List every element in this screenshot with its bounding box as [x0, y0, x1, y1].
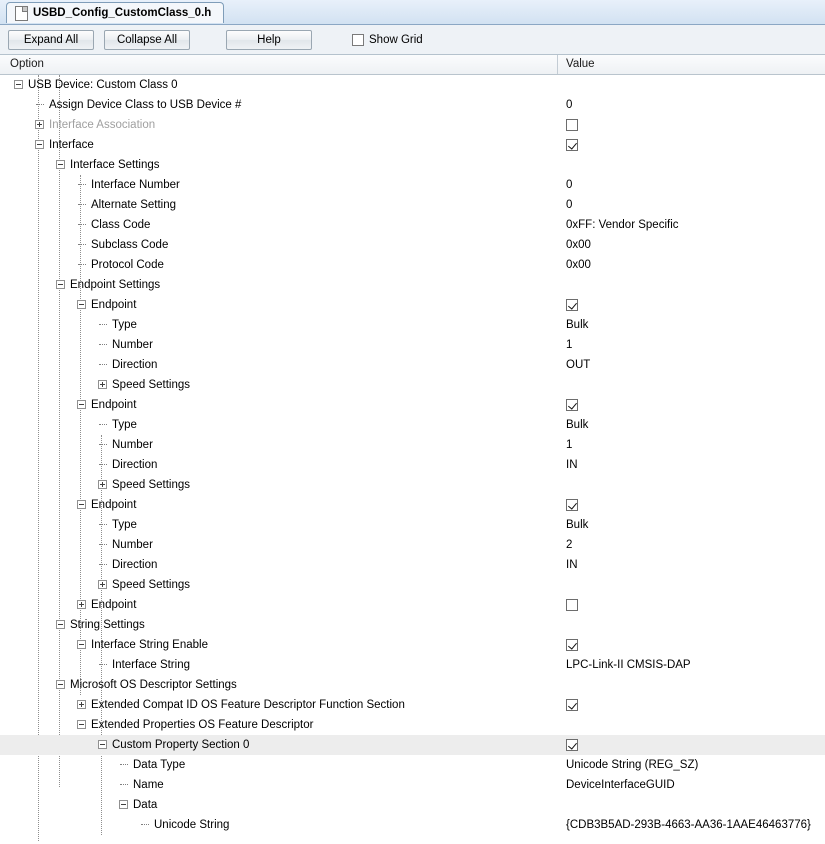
tree-row[interactable] [0, 675, 825, 695]
tree-row-label: Number [112, 539, 153, 551]
tab-label: USBD_Config_CustomClass_0.h [33, 7, 212, 19]
tree-row-value-cell[interactable] [558, 715, 825, 735]
tree-row-value: OUT [566, 359, 591, 371]
value-checkbox[interactable] [566, 119, 578, 131]
tree-connector-icon [99, 444, 107, 446]
tree-row-label-cell[interactable] [0, 335, 558, 355]
value-checkbox[interactable] [566, 639, 578, 651]
tree-row-label-cell[interactable] [0, 315, 558, 335]
tree-row-label: Direction [112, 559, 158, 571]
tree-row-value: Bulk [566, 419, 589, 431]
tree-row-label-cell[interactable] [0, 435, 558, 455]
tree-row-value-cell[interactable] [558, 95, 825, 115]
tree-row[interactable] [0, 335, 825, 355]
value-checkbox[interactable] [566, 699, 578, 711]
tree-row-label-cell[interactable] [0, 375, 558, 395]
tree-row-value-cell[interactable] [558, 335, 825, 355]
tree-row[interactable] [0, 255, 825, 275]
tree-row[interactable] [0, 215, 825, 235]
tree-row-value-cell[interactable] [558, 115, 825, 135]
tree-row-label-cell[interactable] [0, 695, 558, 715]
tree-row-label-cell[interactable] [0, 575, 558, 595]
column-header-value[interactable]: Value [566, 58, 595, 70]
tree-row-label-cell[interactable] [0, 115, 558, 135]
tree-connector-icon [78, 244, 86, 246]
tree-row-label: Data [133, 799, 158, 811]
tree-row-label-cell[interactable] [0, 195, 558, 215]
tree-connector-icon [78, 224, 86, 226]
tree-row-value-cell[interactable] [558, 735, 825, 755]
tree-row-label: Extended Properties OS Feature Descriptor [91, 719, 314, 731]
tree-row-value: IN [566, 459, 578, 471]
tree-row[interactable] [0, 615, 825, 635]
tree-row-label-cell[interactable] [0, 715, 558, 735]
tree-row-value-cell[interactable] [558, 655, 825, 675]
tree-connector-icon [78, 264, 86, 266]
tree-row[interactable] [0, 75, 825, 95]
tree-row[interactable] [0, 175, 825, 195]
tree-row[interactable] [0, 815, 825, 835]
tree-row-value-cell[interactable] [558, 595, 825, 615]
tree-row-label: Speed Settings [112, 479, 191, 491]
tree-connector-icon [78, 184, 86, 186]
options-tree [0, 75, 825, 844]
tree-row-label: Type [112, 419, 137, 431]
tree-connector-icon [78, 204, 86, 206]
collapse-icon[interactable] [35, 140, 44, 149]
collapse-icon[interactable] [56, 160, 65, 169]
tree-row[interactable] [0, 155, 825, 175]
tree-row-value-cell[interactable] [558, 295, 825, 315]
tree-row-label: Protocol Code [91, 259, 164, 271]
tree-row-value-cell[interactable] [558, 475, 825, 495]
tree-row-label: Assign Device Class to USB Device # [49, 99, 242, 111]
tree-row-label-cell[interactable] [0, 275, 558, 295]
tree-row-value: DeviceInterfaceGUID [566, 779, 675, 791]
tree-row[interactable] [0, 275, 825, 295]
tree-row-label-cell[interactable] [0, 75, 558, 95]
tree-row-value: LPC-Link-II CMSIS-DAP [566, 659, 691, 671]
tree-row-label-cell[interactable] [0, 755, 558, 775]
tree-row-label: Endpoint Settings [70, 279, 161, 291]
tree-row[interactable] [0, 455, 825, 475]
tab-usbd-config-customclass[interactable] [6, 2, 224, 23]
tree-row[interactable] [0, 715, 825, 735]
tree-row-value: IN [566, 559, 578, 571]
tree-row[interactable] [0, 495, 825, 515]
tree-connector-icon [36, 104, 44, 106]
tree-row-label: Class Code [91, 219, 151, 231]
tree-row[interactable] [0, 295, 825, 315]
tree-row-label: Direction [112, 359, 158, 371]
tree-row[interactable] [0, 435, 825, 455]
tree-row-value-cell[interactable] [558, 375, 825, 395]
tree-row[interactable] [0, 475, 825, 495]
help-button[interactable]: Help [226, 30, 312, 50]
tree-row-label: Interface Association [49, 119, 156, 131]
tree-row[interactable] [0, 795, 825, 815]
tree-row-value: {CDB3B5AD-293B-4663-AA36-1AAE46463776} [566, 819, 811, 831]
value-checkbox[interactable] [566, 139, 578, 151]
tree-row-label: Number [112, 439, 153, 451]
tree-row[interactable] [0, 135, 825, 155]
show-grid-checkbox[interactable] [352, 34, 423, 46]
tree-row[interactable] [0, 775, 825, 795]
tree-connector-icon [99, 544, 107, 546]
tree-row-value-cell[interactable] [558, 675, 825, 695]
collapse-icon[interactable] [77, 640, 86, 649]
tree-row-label: Name [133, 779, 164, 791]
tree-row-value-cell[interactable] [558, 795, 825, 815]
tree-row[interactable] [0, 115, 825, 135]
collapse-icon[interactable] [56, 620, 65, 629]
collapse-icon[interactable] [77, 720, 86, 729]
expand-icon[interactable] [77, 600, 86, 609]
tree-row-label: Speed Settings [112, 579, 191, 591]
tree-row[interactable] [0, 575, 825, 595]
tree-row-value-cell[interactable] [558, 555, 825, 575]
tree-row-value-cell[interactable] [558, 135, 825, 155]
tree-row-value-cell[interactable] [558, 695, 825, 715]
tree-row-value: 1 [566, 339, 573, 351]
tree-row-label-cell[interactable] [0, 595, 558, 615]
tree-row[interactable] [0, 635, 825, 655]
tree-row-value-cell[interactable] [558, 455, 825, 475]
tree-row-value: 1 [566, 439, 573, 451]
tree-row-value-cell[interactable] [558, 215, 825, 235]
tree-row-label-cell[interactable] [0, 455, 558, 475]
tree-row[interactable] [0, 315, 825, 335]
tree-row-label-cell[interactable] [0, 535, 558, 555]
expand-icon[interactable] [98, 380, 107, 389]
tree-row-value: 0 [566, 99, 573, 111]
tree-row-value: 0x00 [566, 259, 591, 271]
tree-row[interactable] [0, 735, 825, 755]
value-checkbox[interactable] [566, 599, 578, 611]
tree-row[interactable] [0, 595, 825, 615]
tree-row-value-cell[interactable] [558, 75, 825, 95]
tree-row-label: Subclass Code [91, 239, 169, 251]
tree-row-label: String Settings [70, 619, 145, 631]
tree-row-label: Endpoint [91, 499, 137, 511]
tree-row[interactable] [0, 555, 825, 575]
tree-row-label-cell[interactable] [0, 295, 558, 315]
tree-row-value-cell[interactable] [558, 575, 825, 595]
tree-row-label-cell[interactable] [0, 615, 558, 635]
tree-connector-icon [120, 764, 128, 766]
tree-row-label-cell[interactable] [0, 635, 558, 655]
tree-row[interactable] [0, 515, 825, 535]
tree-row-value-cell[interactable] [558, 615, 825, 635]
tree-row-value: 2 [566, 539, 573, 551]
tree-connector-icon [99, 324, 107, 326]
expand-icon[interactable] [98, 580, 107, 589]
value-checkbox[interactable] [566, 299, 578, 311]
tree-row-label: Interface String [112, 659, 190, 671]
tree-row-label: Interface Number [91, 179, 180, 191]
tree-row-value-cell[interactable] [558, 255, 825, 275]
tree-row-label-cell[interactable] [0, 495, 558, 515]
tree-row-value: 0 [566, 179, 573, 191]
show-grid-label: Show Grid [369, 33, 423, 46]
tree-row[interactable] [0, 195, 825, 215]
tree-row-label-cell[interactable] [0, 675, 558, 695]
tree-row-label-cell[interactable] [0, 235, 558, 255]
tree-row-label: Direction [112, 459, 158, 471]
tree-row-value: 0 [566, 199, 573, 211]
tree-row-label-cell[interactable] [0, 355, 558, 375]
tree-row-value-cell[interactable] [558, 775, 825, 795]
tree-row-value-cell[interactable] [558, 355, 825, 375]
collapse-icon[interactable] [77, 500, 86, 509]
tree-connector-icon [141, 824, 149, 826]
tree-row-value-cell[interactable] [558, 495, 825, 515]
tree-row-label: Type [112, 319, 137, 331]
collapse-all-button[interactable]: Collapse All [104, 30, 190, 50]
tree-row-label-cell[interactable] [0, 795, 558, 815]
tree-connector-icon [99, 464, 107, 466]
tree-connector-icon [99, 364, 107, 366]
collapse-icon[interactable] [98, 740, 107, 749]
tree-row[interactable] [0, 235, 825, 255]
collapse-icon[interactable] [77, 400, 86, 409]
document-icon [15, 6, 28, 21]
tree-row-value-cell[interactable] [558, 415, 825, 435]
value-checkbox[interactable] [566, 499, 578, 511]
expand-icon[interactable] [98, 480, 107, 489]
tree-row-value-cell[interactable] [558, 195, 825, 215]
tree-row-value-cell[interactable] [558, 535, 825, 555]
tree-connector-icon [99, 344, 107, 346]
expand-icon[interactable] [77, 700, 86, 709]
tree-row-label-cell[interactable] [0, 555, 558, 575]
tree-row-value: Bulk [566, 319, 589, 331]
tree-row-value-cell[interactable] [558, 235, 825, 255]
tree-row-label: Data Type [133, 759, 186, 771]
collapse-icon[interactable] [14, 80, 23, 89]
tree-row[interactable] [0, 375, 825, 395]
tree-connector-icon [99, 564, 107, 566]
tree-connector-icon [99, 664, 107, 666]
tree-row[interactable] [0, 755, 825, 775]
tree-row-value-cell[interactable] [558, 315, 825, 335]
tree-row-label-cell[interactable] [0, 175, 558, 195]
tree-row-value: Bulk [566, 519, 589, 531]
tree-row-label-cell[interactable] [0, 95, 558, 115]
tree-row-label: Unicode String [154, 819, 230, 831]
expand-all-button[interactable]: Expand All [8, 30, 94, 50]
tree-row[interactable] [0, 535, 825, 555]
tree-row-label: Number [112, 339, 153, 351]
tree-row-value-cell[interactable] [558, 435, 825, 455]
tree-row-value: 0x00 [566, 239, 591, 251]
collapse-icon[interactable] [56, 280, 65, 289]
tree-row-label: Interface String Enable [91, 639, 208, 651]
tree-row[interactable] [0, 415, 825, 435]
tree-row[interactable] [0, 395, 825, 415]
tree-row-value-cell[interactable] [558, 395, 825, 415]
tree-row-label-cell[interactable] [0, 655, 558, 675]
tree-row-label-cell[interactable] [0, 515, 558, 535]
tree-row-label-cell[interactable] [0, 155, 558, 175]
tree-row-value: Unicode String (REG_SZ) [566, 759, 699, 771]
tree-row-label: Endpoint [91, 599, 137, 611]
tree-row-label-cell[interactable] [0, 735, 558, 755]
tree-row-label-cell[interactable] [0, 215, 558, 235]
collapse-icon[interactable] [119, 800, 128, 809]
collapse-icon[interactable] [56, 680, 65, 689]
tree-connector-icon [99, 424, 107, 426]
tree-row-label: Speed Settings [112, 379, 191, 391]
tree-connector-icon [120, 784, 128, 786]
tree-row-label-cell[interactable] [0, 255, 558, 275]
tree-row-label: USB Device: Custom Class 0 [28, 79, 178, 91]
tree-row[interactable] [0, 655, 825, 675]
tree-row-label-cell[interactable] [0, 815, 558, 835]
tree-row-value-cell[interactable] [558, 515, 825, 535]
tree-row-label: Alternate Setting [91, 199, 177, 211]
tab-bar [0, 0, 825, 25]
tree-row-label: Microsoft OS Descriptor Settings [70, 679, 237, 691]
tree-row-label-cell[interactable] [0, 395, 558, 415]
value-checkbox[interactable] [566, 399, 578, 411]
tree-row-value-cell[interactable] [558, 155, 825, 175]
column-header-option[interactable]: Option [0, 55, 558, 74]
expand-icon[interactable] [35, 120, 44, 129]
toolbar [0, 25, 825, 55]
column-header [0, 55, 825, 75]
collapse-icon[interactable] [77, 300, 86, 309]
tree-row[interactable] [0, 355, 825, 375]
tree-row-label: Extended Compat ID OS Feature Descriptor Function Section [91, 699, 405, 711]
value-checkbox[interactable] [566, 739, 578, 751]
tree-row-label: Endpoint [91, 399, 137, 411]
tree-row[interactable] [0, 95, 825, 115]
tree-row-label: Interface Settings [70, 159, 160, 171]
tree-row-label: Type [112, 519, 137, 531]
tree-row-value-cell[interactable] [558, 635, 825, 655]
tree-row-value-cell[interactable] [558, 275, 825, 295]
tree-row[interactable] [0, 695, 825, 715]
tree-row-label-cell[interactable] [0, 135, 558, 155]
tree-row-value-cell[interactable] [558, 815, 825, 835]
tree-row-label-cell[interactable] [0, 775, 558, 795]
tree-row-value: 0xFF: Vendor Specific [566, 219, 679, 231]
tree-row-label: Endpoint [91, 299, 137, 311]
tree-row-label-cell[interactable] [0, 415, 558, 435]
tree-row-label: Interface [49, 139, 94, 151]
tree-row-value-cell[interactable] [558, 755, 825, 775]
tree-row-value-cell[interactable] [558, 175, 825, 195]
checkbox-icon[interactable] [352, 34, 364, 46]
tree-connector-icon [99, 524, 107, 526]
tree-row-label-cell[interactable] [0, 475, 558, 495]
tree-row-label: Custom Property Section 0 [112, 739, 250, 751]
